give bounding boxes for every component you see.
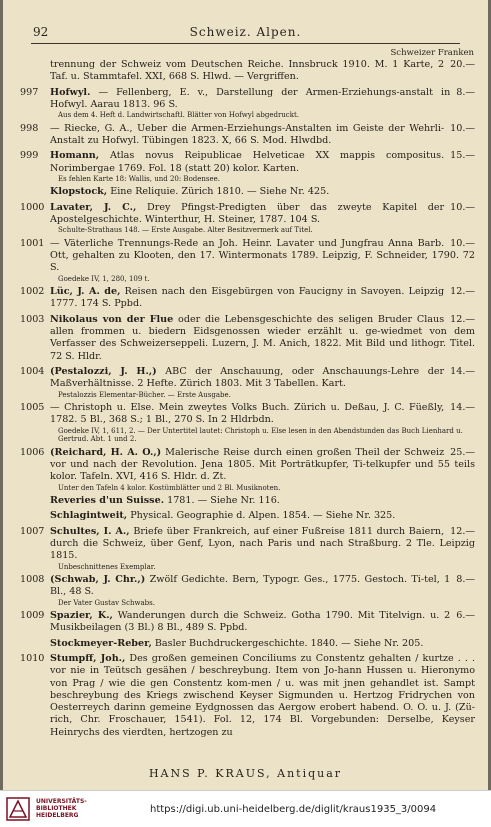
entry-author: Schultes, I. A., [50,525,130,537]
entry-price: 10.— [450,201,475,213]
entry-number: 1008 [20,574,45,585]
entry-author: Schlagintweit, [50,510,128,522]
catalog-entry [20,150,475,183]
publisher-footer: HANS P. KRAUS, Antiquar [148,767,343,780]
page-title: Schweiz. Alpen. [189,25,302,39]
entry-number: 1001 [20,237,45,249]
entry-author: Stumpff, Joh., [50,652,126,664]
catalog-entries [20,59,475,742]
entry-note: Pestalozzis Elementar-Bücher. — Erste Ausgabe. [58,390,231,399]
catalog-entry [20,59,475,84]
entry-number: 997 [20,86,39,98]
entry-text: — Riecke, G. A., Ueber die Armen-Erziehungs-Anstalten im Geiste der Wehrli-Anstalt zu Hofwyl. Tübingen 1823. X, 66 S. Mod. Hlwdbd. [50,122,445,146]
entry-author: (Pestalozzi, J. H.,) [50,365,157,377]
document-url-link[interactable]: https://digi.ub.uni-heidelberg.de/diglit/kraus1935_3/0094 [150,804,437,815]
entry-price: 25.— [450,446,475,458]
entry-author: Homann, [50,150,100,162]
catalog-entry [20,186,475,198]
entry-note: Es fehlen Karte 18: Wallis, und 20: Bodensee. [58,174,221,183]
entry-price: 14.— [450,402,475,414]
entry-number: 1004 [20,365,45,377]
entry-author: Reveries d'un Suisse. [50,495,165,507]
entry-author: Lüc, J. A. de, [50,286,121,298]
entry-number: 998 [20,122,39,134]
catalog-entry [20,123,475,148]
entry-price: 12.— [450,525,475,537]
entry-note: Goedeke IV, 1, 280, 109 t. [58,274,150,283]
catalog-entry [20,447,475,492]
entry-author: Hofwyl. [50,86,91,98]
entry-text: Zwölf Gedichte. Bern, Typogr. Ges., 1775. Gestoch. Ti-tel, 1 Bl., 48 S. [50,574,451,598]
entry-text: Atlas novus Reipublicae Helveticae XX mappis compositus. Norimbergae 1769. Fol. 18 (statt 20) kolor. Karten. [50,150,445,174]
entry-number: 1000 [20,201,45,213]
entry-number: 1007 [20,525,45,537]
entry-price: 15.— [450,150,475,162]
catalog-entry [20,526,475,571]
entry-text: Malerische Reise durch einen großen Theil der Schweiz vor und nach der Revolution. Jena 1805. Mit Porträtkupfer, Ti-telkupfer und 55 teils kolor. Tafeln. XVI, 416 S. Hldr. d. Zt. [50,446,475,483]
library-name-line: HEIDELBERG [36,812,79,819]
entry-text: Wanderungen durch die Schweiz. Gotha 1790. Mit Titelvign. u. 2 Musikbeilagen (3 Bl.) 8 Bl., 489 S. Ppbd. [50,610,451,634]
catalog-entry [20,366,475,399]
entry-price: 20.— [450,59,475,70]
entry-note: Der Vater Gustav Schwabs. [58,598,155,607]
currency-label: Schweizer Franken [390,48,474,58]
entry-text: trennung der Schweiz vom Deutschen Reiche. Innsbruck 1910. M. 1 Karte, 2 Taf. u. Stammtafel. XXI, 668 S. Hlwd. — Vergriffen. [50,59,445,83]
entry-number: 1009 [20,610,45,622]
entry-text: Drey Pfingst-Predigten über das zweyte Kapitel der Apostelgeschichte. Winterthur, H. Steiner, 1787. 104 S. [50,201,445,225]
catalog-entry [20,574,475,607]
entry-price: 10.— [450,122,475,134]
entry-author: Stockmeyer-Reber, [50,637,152,649]
entry-number: 1006 [20,446,45,458]
catalog-entry [20,87,475,120]
viewer-bar [0,790,491,827]
entry-price: 10.— [450,237,475,249]
catalog-entry [20,510,475,522]
entry-text: Eine Reliquie. Zürich 1810. — Siehe Nr. 425. [110,186,330,198]
entry-price: 8.— [456,86,475,98]
catalog-entry [20,202,475,235]
entry-text: oder die Lebensgeschichte des seligen Bruder Claus allen frommen u. biedern Eidsgenossen wieder erzählt u. ge-wiedmet von dem Verfasser des Schweizerseppeli. Luzern, J. M. Anich, 1822. Mit Bild und lithogr. Titel. 72 S. Hldr. [50,313,475,362]
library-name [36,798,87,819]
entry-note: Unter den Tafeln 4 kolor. Kostümblätter und 2 Bl. Musiknoten. [58,483,281,492]
catalog-entry [20,286,475,311]
entry-number: 1010 [20,652,45,664]
entry-number: 1003 [20,313,45,325]
catalog-entry [20,495,475,507]
entry-author: Nikolaus von der Flue [50,313,174,325]
entry-author: Lavater, J. C., [50,201,137,213]
entry-text: — Väterliche Trennungs-Rede an Joh. Heinr. Lavater und Jungfrau Anna Barb. Ott, gehalten zu Klooten, den 17. Wintermonats 1789. Leipzig, F. Schneider, 1790. 72 S. [50,237,475,274]
catalog-entry [20,653,475,739]
entry-text: ABC der Anschauung, oder Anschauungs-Lehre der Maßverhältnisse. 2 Hefte. Zürich 1803. Mit 3 Tabellen. Kart. [50,365,445,390]
entry-note: Unbeschnittenes Exemplar. [58,562,156,571]
entry-price: 12.— [450,313,475,325]
entry-number: 1002 [20,286,45,298]
entry-text: Basler Buchdruckergeschichte. 1840. — Siehe Nr. 205. [154,637,424,649]
entry-text: Physical. Geographie d. Alpen. 1854. — Siehe Nr. 325. [130,510,396,522]
entry-note: Goedeke IV, 1, 611, 2. — Der Untertitel lautet: Christoph u. Else lesen in den Abendstunden das Buch Lienhard u. Gertrud. Abt. 1 und 2. [58,426,463,444]
header-rule [31,43,460,44]
entry-price: 8.— [456,574,475,585]
entry-price: 6.— [456,610,475,622]
entry-author: Klopstock, [50,186,108,198]
entry-author: (Reichard, H. A. O.,) [50,446,162,458]
catalog-entry [20,314,475,363]
entry-number: 999 [20,150,39,162]
catalog-entry [20,638,475,650]
entry-price: 12.— [450,286,475,298]
entry-text: 1781. — Siehe Nr. 116. [167,495,280,507]
page-number: 92 [33,25,49,39]
catalog-entry [20,610,475,635]
library-name-line: BIBLIOTHEK [36,805,77,812]
page-header [3,25,488,43]
entry-text: Des großen gemeinen Conciliums zu Constentz gehalten / kurtze . . . vor nie in Teütsch gesähen / beschreybung. Item von Jo-hann Hussen u. Hieronymo von Prag / wie die gen Constentz kom-men / u. was mit jnen gehandlet ist. Sampt beschreybung des Kriegs zwischend Keyser Sigmunden u. Hertzog Fridrychen von Oesterreych darinn gemeine Eydgnossen das Aergow erobert habend. O. O. u. J. (Zü-rich, Chr. Froschauer, 1541). Fol. 12, 174 Bl. Vorgebunden: Derselbe, Keyser Heinrychs des vierdten, hertzogen zu [50,652,475,738]
entry-text: — Christoph u. Else. Mein zweytes Volks Buch. Zürich u. Deßau, J. C. Füeßly, 1782. 5 Bl., 368 S.; 1 Bl., 270 S. In 2 Hldrbdn. [50,402,445,426]
library-name-line: UNIVERSITÄTS- [36,798,87,805]
catalog-entry [20,238,475,283]
entry-author: (Schwab, J. Chr.,) [50,574,146,585]
entry-text: Reisen nach den Eisgebürgen von Faucigny in Savoyen. Leipzig 1777. 174 S. Ppbd. [50,286,445,310]
entry-author: Spazier, K., [50,610,113,622]
entry-note: Aus dem 4. Heft d. Landwirtschaftl. Blätter von Hofwyl abgedruckt. [58,111,299,120]
entry-price: 14.— [450,365,475,377]
entry-note: Schulte-Strathaus 148. — Erste Ausgabe. Alter Besitzvermerk auf Titel. [58,226,313,235]
catalog-entry [20,402,475,444]
entry-text: — Fellenberg, E. v., Darstellung der Armen-Erziehungs-anstalt in Hofwyl. Aarau 1813. 96 S. [50,86,451,110]
entry-number: 1005 [20,402,45,414]
entry-text: Briefe über Frankreich, auf einer Fußreise 1811 durch Baiern, durch die Schweiz, über Genf, Lyon, nach Paris und nach Straßburg. 2 Tle. Leipzig 1815. [50,525,475,562]
university-library-logo-icon [6,797,30,821]
document-page [3,0,488,790]
